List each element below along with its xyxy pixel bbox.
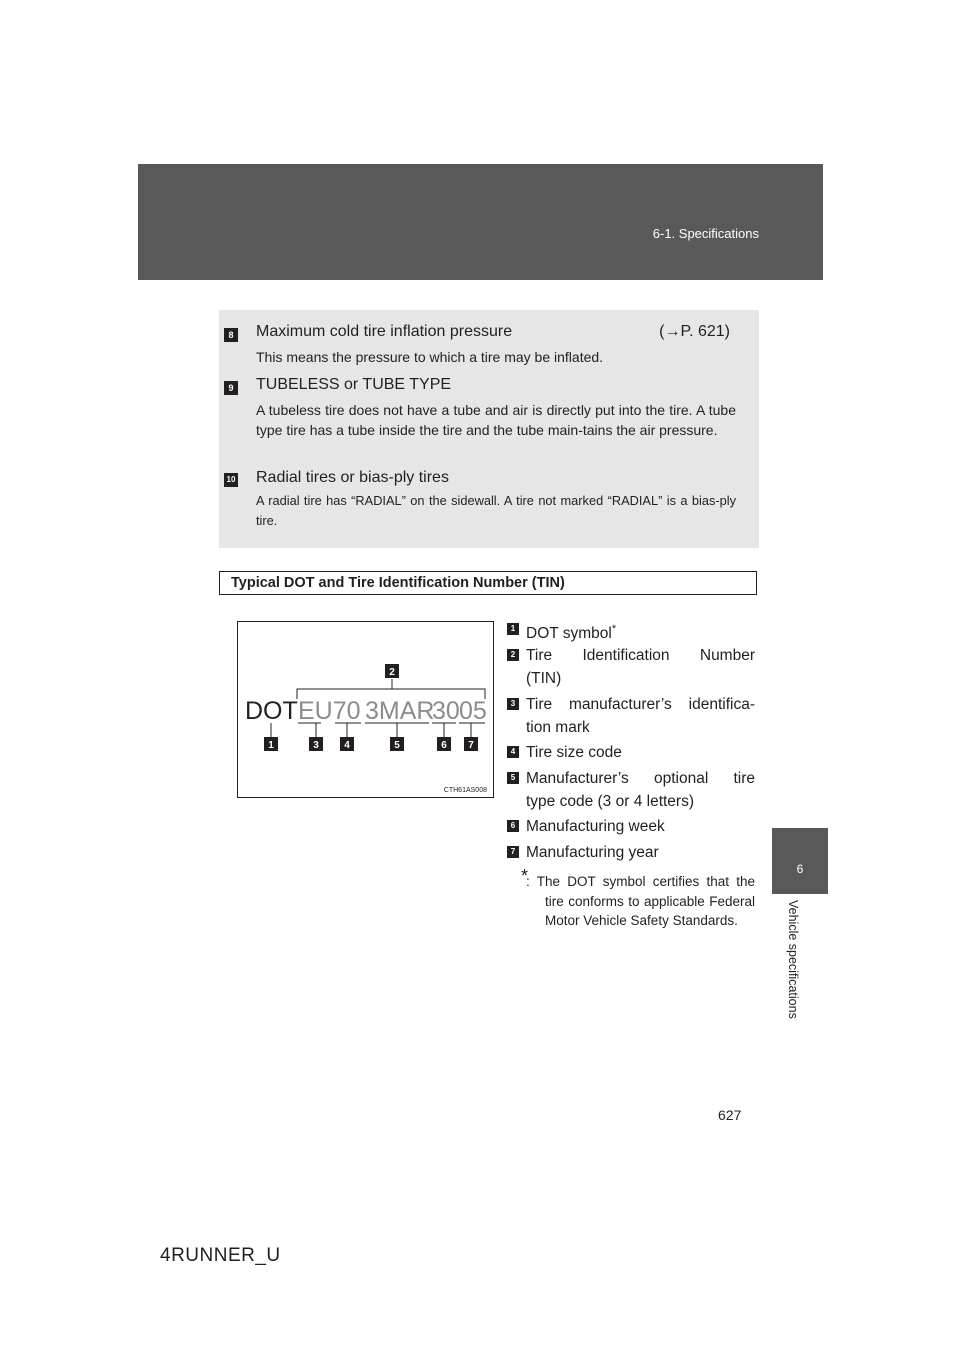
legend-line2: tion mark bbox=[526, 719, 590, 736]
ref-open: ( bbox=[659, 323, 665, 340]
footnote-body: : The DOT symbol certifies that the tire conforms to applicable Federal Motor Vehicle Safety Standards. bbox=[526, 874, 755, 928]
legend-text bbox=[526, 644, 755, 690]
footer-code: 4RUNNER_U bbox=[160, 1245, 281, 1266]
item-description: A tubeless tire does not have a tube and air is directly put into the tire. A tube type tire has a tube inside the tire and the tube main-tains the air pressure. bbox=[256, 402, 736, 438]
code-dot: DOT bbox=[245, 697, 298, 725]
code-eu70: EU70 bbox=[298, 697, 361, 725]
callout-2: 2 bbox=[389, 667, 395, 678]
callout-5: 5 bbox=[394, 740, 400, 751]
legend-line1: Tire manufacturer’s identifica- bbox=[526, 696, 755, 713]
item-title: Maximum cold tire inflation pressure bbox=[256, 323, 513, 340]
legend-badge-1: 1 bbox=[507, 623, 519, 635]
ref-close: ) bbox=[724, 323, 730, 340]
code-05: 05 bbox=[459, 697, 487, 725]
legend-line2: type code (3 or 4 letters) bbox=[526, 793, 694, 810]
legend-badge-3: 3 bbox=[507, 698, 519, 710]
page-number: 627 bbox=[718, 1107, 742, 1123]
legend-text bbox=[526, 693, 755, 739]
legend-badge-5: 5 bbox=[507, 772, 519, 784]
callout-6: 6 bbox=[441, 740, 447, 751]
chapter-label bbox=[786, 900, 810, 1045]
badge-10: 10 bbox=[224, 473, 238, 487]
callout-3: 3 bbox=[313, 740, 319, 751]
footnote-text bbox=[526, 872, 755, 931]
legend-text: Manufacturing year bbox=[526, 844, 659, 861]
callout-1: 1 bbox=[268, 740, 274, 751]
badge-9: 9 bbox=[224, 381, 238, 395]
legend-text bbox=[526, 767, 755, 813]
chapter-number: 6 bbox=[796, 862, 804, 876]
callout-4: 4 bbox=[344, 740, 350, 751]
legend-text: Manufacturing week bbox=[526, 818, 665, 835]
tin-figure bbox=[237, 621, 494, 798]
item-description: A radial tire has “RADIAL” on the sidewall. A tire not marked “RADIAL” is a bias-ply tire. bbox=[256, 493, 736, 528]
legend-badge-2: 2 bbox=[507, 649, 519, 661]
chapter-tab bbox=[772, 828, 828, 894]
page-reference bbox=[659, 323, 730, 341]
code-3mar: 3MAR bbox=[365, 697, 435, 725]
page-header bbox=[138, 164, 823, 280]
figure-id: CTH61AS008 bbox=[443, 787, 487, 794]
legend-text bbox=[526, 618, 755, 645]
section-heading: Typical DOT and Tire Identification Number (TIN) bbox=[219, 571, 757, 595]
legend-line1: Tire Identification Number bbox=[526, 647, 755, 664]
chapter-label-text: Vehicle specifications bbox=[786, 900, 800, 1019]
section-title: 6-1. Specifications bbox=[652, 226, 759, 241]
item-title: TUBELESS or TUBE TYPE bbox=[256, 376, 452, 393]
legend-line2: (TIN) bbox=[526, 670, 562, 687]
legend-badge-7: 7 bbox=[507, 846, 519, 858]
ref-page: P. 621 bbox=[680, 323, 725, 340]
legend-line1: Manufacturer’s optional tire bbox=[526, 770, 755, 787]
tin-diagram bbox=[237, 621, 494, 798]
asterisk-mark: * bbox=[611, 623, 617, 635]
item-description: This means the pressure to which a tire may be inflated. bbox=[256, 349, 604, 365]
tire-info-box bbox=[219, 310, 759, 548]
legend-text: Tire size code bbox=[526, 744, 622, 761]
item-title: Radial tires or bias-ply tires bbox=[256, 469, 449, 486]
legend-badge-6: 6 bbox=[507, 820, 519, 832]
footnote-asterisk: * bbox=[521, 866, 529, 886]
legend-badge-4: 4 bbox=[507, 746, 519, 758]
legend-label: DOT symbol bbox=[526, 625, 612, 643]
callout-7: 7 bbox=[468, 740, 474, 751]
badge-8: 8 bbox=[224, 328, 238, 342]
code-30: 30 bbox=[432, 697, 460, 725]
arrow-right-icon: → bbox=[664, 323, 681, 340]
